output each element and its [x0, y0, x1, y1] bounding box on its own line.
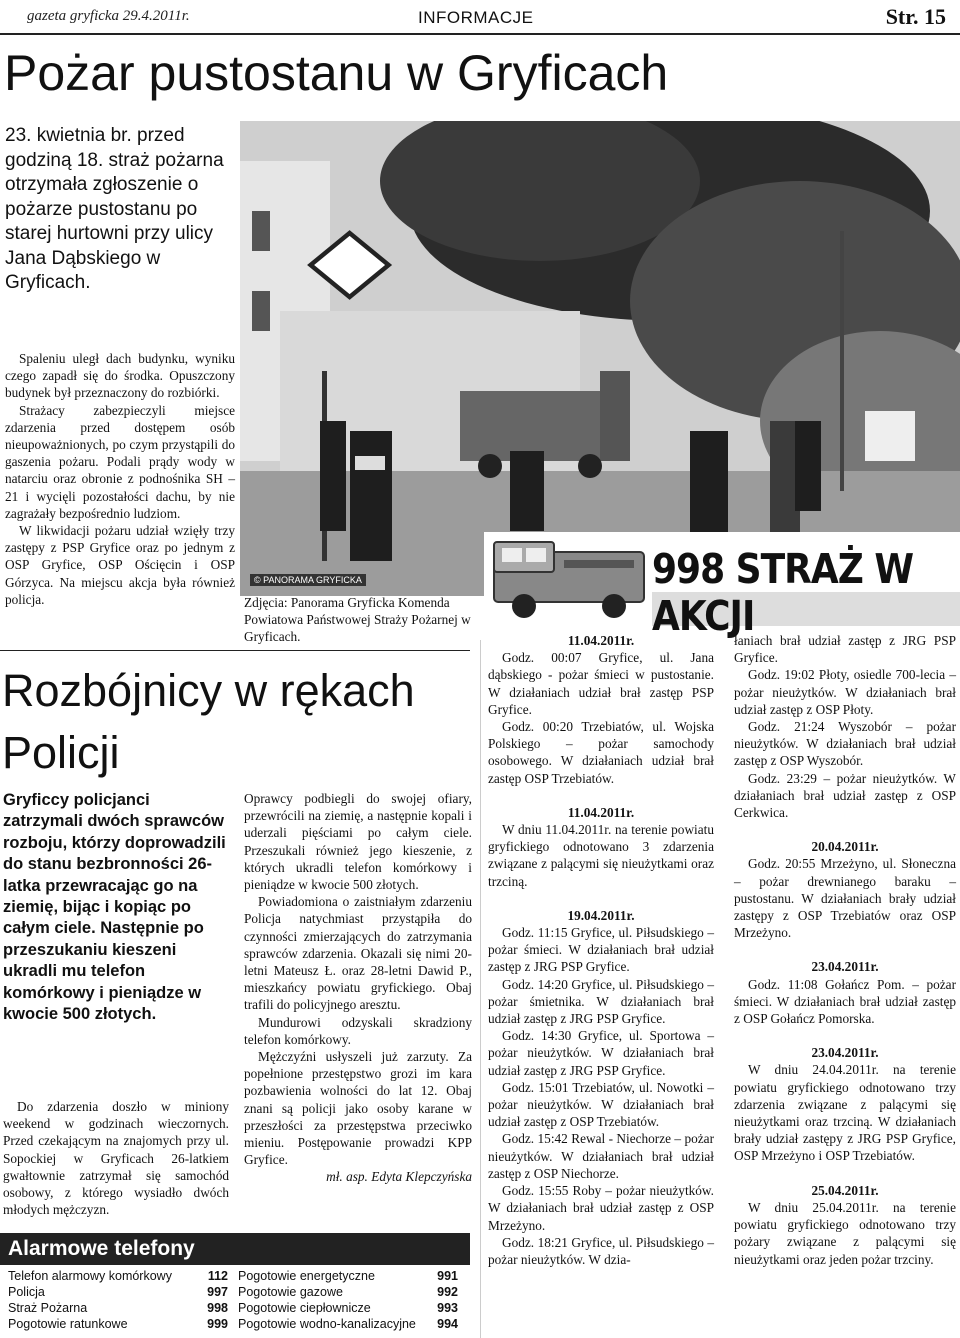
article-robbery-paragraph: Mężczyźni usłyszeli już zarzuty. Za popełnione przestępstwo grozi im kara pozbawienia wolności do lat 12. Obaj znani są policji jako osoby karane w przeszłości za przestępstwa przeciwko mieniu. Postępowanie prowadzi KPP Gryfice. [244, 1049, 472, 1168]
phone-label: Pogotowie ratunkowe [8, 1317, 128, 1331]
emergency-phones-title: Alarmowe telefony [0, 1233, 470, 1265]
article-fire-paragraph: W likwidacji pożaru udział wzięły trzy zastępy z PSP Gryfice oraz po jednym z OSP Gryfice, OSP Ościęcin i OSP Górzyca. Na miejscu akcja była również policja. [5, 523, 235, 607]
phone-row [8, 1284, 228, 1300]
phone-number: 112 [207, 1269, 228, 1283]
fire-service-section-title: 998 STRAŻ W AKCJI [652, 546, 914, 641]
header-divider [0, 33, 960, 35]
phone-label: Pogotowie wodno-kanalizacyjne [238, 1317, 416, 1331]
phone-label: Pogotowie energetyczne [238, 1269, 375, 1283]
section-label: INFORMACJE [418, 8, 534, 27]
log-entry: Godz. 18:21 Gryfice, ul. Piłsudskiego – pożar nieużytków. W dzia- [488, 1234, 714, 1267]
phone-number: 994 [437, 1317, 458, 1331]
phone-number: 997 [207, 1285, 228, 1299]
article-robbery-paragraph: Oprawcy podbiegli do swojej ofiary, przewrócili na ziemię, a następnie kopali i uderzali pięściami po całym ciele. Przeszukali również jego kieszenie, z których ukradli telefon komórkowy i pieniądze w kwocie 500 złotych. [244, 791, 472, 893]
log-entry: Godz. 15:42 Rewal - Niechorze – pożar nieużytków. W działaniach brał udział zastęp z OSP Niechorze. [488, 1131, 714, 1181]
article-robbery-col1 [3, 1098, 229, 1218]
fire-log-col1 [488, 632, 714, 1268]
log-entry: Godz. 23:29 – pożar nieużytków. W działaniach brał udział zastęp z OSP Cerkwica. [734, 770, 956, 821]
log-entry: Godz. 00:20 Trzebiatów, ul. Wojska Polskiego – pożar samochody osobowego. W działaniach udział brał zastęp OSP Trzebiatów. [488, 719, 714, 786]
log-entry: Godz. 11:15 Gryfice, ul. Piłsudskiego – pożar śmieci. W działaniach brał udział zastęp z JRG PSP Gryfice. [488, 925, 714, 975]
phone-number: 992 [437, 1285, 458, 1299]
photo-credit: © PANORAMA GRYFICKA [250, 574, 366, 586]
phone-number: 991 [437, 1269, 458, 1283]
article-fire-paragraph: Spaleniu uległ dach budynku, wyniku czego zapadł się do środka. Opuszczony budynek był przeznaczony do rozbiórki. [5, 351, 235, 401]
phone-number: 998 [207, 1301, 228, 1315]
log-entry: Godz. 15:01 Trzebiatów, ul. Nowotki – pożar nieużytków. W działaniach brał udział zastęp z OSP Trzebiatów. [488, 1079, 714, 1130]
phone-label: Policja [8, 1285, 45, 1299]
phone-row [8, 1300, 228, 1316]
article-robbery-intro: Gryficcy policjanci zatrzymali dwóch sprawców rozboju, którzy doprowadzili do stanu bezbronności 26-latka przewracając go na ziemię, bijąc i kopiąc po całym ciele. Następnie po przeszukaniu kieszeni ukradli mu telefon komórkowy i pieniądze w kwocie 500 złotych. [3, 791, 226, 1024]
column-divider [480, 640, 481, 1338]
log-entry: Godz. 20:55 Mrzeżyno, ul. Słoneczna – pożar drewnianego baraku – pustostanu. W działaniach brały udział zastępy z OSP Trzebiatów oraz OSP Mrzeżyno. [734, 856, 956, 941]
log-entry: łaniach brał udział zastęp z JRG PSP Gryfice. [734, 633, 956, 666]
phone-row [238, 1300, 458, 1316]
log-date: 25.04.2011r. [811, 1182, 879, 1198]
photo-caption: Zdjęcia: Panorama Gryficka Komenda Powiatowa Państwowej Straży Pożarnej w Gryficach. [244, 595, 471, 644]
article-divider [0, 650, 470, 651]
phone-row [8, 1316, 228, 1332]
article-robbery-paragraph: Do zdarzenia doszło w miniony weekend w godzinach wieczornych. Przed czekającym na znajomych przy ul. Sopockiej w Gryficach 26-latkiem gwałtownie zatrzymał się samochód osobowy, z którego wysiadło dwóch młodych mężczyzn. [3, 1099, 229, 1218]
article-robbery-col2 [244, 790, 472, 1186]
article-robbery-paragraph: Mundurowi odzyskali skradziony telefon komórkowy. [244, 1014, 472, 1047]
page-number: Str. 15 [885, 4, 946, 29]
phone-row [238, 1316, 458, 1332]
article-fire-paragraph: Strażacy zabezpieczyli miejsce zdarzenia przed dostępem osób nieupoważnionych, po czym przystąpili do gaszenia pożaru. Podali prądy wody w natarciu oraz obronie z podnośnika SH – 21 i wycięli pozostałości dachu, by nie zagrażały bezpośrednio ludziom. [5, 402, 235, 521]
article-robbery-signature: mł. asp. Edyta Klepczyńska [326, 1169, 472, 1185]
article-fire-body [5, 350, 235, 608]
log-entry: Godz. 15:55 Roby – pożar nieużytków. W działaniach brał udział zastęp z OSP Mrzeżyno. [488, 1183, 714, 1233]
article-fire-lead: 23. kwietnia br. przed godziną 18. straż pożarna otrzymała zgłoszenie o pożarze pustostanu po starej hurtowni przy ulicy Jana Dąbskiego w Gryficach. [5, 125, 224, 293]
fire-scene-illustration [240, 121, 960, 596]
phone-label: Straż Pożarna [8, 1301, 88, 1315]
log-entry: Godz. 11:08 Gołańcz Pom. – pożar śmieci. W działaniach brał udział zastęp z OSP Gołańcz Pomorska. [734, 976, 956, 1027]
log-entry: Godz. 19:02 Płoty, osiedle 700-lecia – pożar nieużytków. W działaniach brał udział zastęp z OSP Płoty. [734, 667, 956, 717]
log-entry: Godz. 00:07 Gryfice, ul. Jana dąbskiego - pożar śmieci w pustostanie. W działaniach udział brał zastęp PSP Gryfice. [488, 650, 714, 717]
article-robbery-title: Rozbójnicy w rękach Policji [2, 665, 415, 778]
fire-log-col2 [734, 632, 956, 1268]
log-date: 23.04.2011r. [811, 959, 879, 975]
phone-number: 999 [207, 1317, 228, 1331]
log-entry: W dniu 11.04.2011r. na terenie powiatu gryfickiego odnotowano 3 zdarzenia związane z palącymi się nieużytkami oraz trzciną. [488, 822, 714, 889]
log-entry: Godz. 21:24 Wyszobór – pożar nieużytków. W działaniach brał udział zastęp z OSP Wyszobór. [734, 719, 956, 769]
phone-row [238, 1268, 458, 1284]
log-entry: Godz. 14:30 Gryfice, ul. Sportowa – pożar nieużytków. W działaniach brał udział zastęp z JRG PSP Gryfice. [488, 1028, 714, 1078]
article-robbery-paragraph: Powiadomiona o zaistniałym zdarzeniu Policja natychmiast przystąpiła do czynności zmierzających do zatrzymania sprawców zdarzenia. Okazali się nimi 20-letni Mateusz Ł. oraz 28-letni Dawid P., mieszkańcy powiatu gryfickiego. Obaj trafili do policyjnego aresztu. [244, 894, 472, 1013]
phone-label: Pogotowie gazowe [238, 1285, 343, 1299]
log-date: 23.04.2011r. [811, 1045, 879, 1061]
fire-photo [240, 121, 960, 596]
log-date: 11.04.2011r. [567, 633, 635, 648]
log-date: 19.04.2011r. [567, 907, 635, 923]
phone-label: Telefon alarmowy komórkowy [8, 1269, 172, 1283]
log-date: 11.04.2011r. [567, 804, 635, 820]
log-entry: Godz. 14:20 Gryfice, ul. Piłsudskiego – pożar śmietnika. W działaniach brał udział zastęp z JRG PSP Gryfice. [488, 976, 714, 1027]
fire-truck-icon [484, 532, 654, 630]
newspaper-name: gazeta gryficka 29.4.2011r. [27, 8, 190, 24]
log-entry: W dniu 25.04.2011r. na terenie powiatu gryfickiego odnotowano trzy pożary związane z palącymi się nieużytkami oraz jeden pożar trzciny. [734, 1199, 956, 1267]
emergency-phones-box [0, 1233, 470, 1337]
phone-row [238, 1284, 458, 1300]
article-fire-title: Pożar pustostanu w Gryficach [4, 45, 669, 101]
log-date: 20.04.2011r. [811, 839, 879, 855]
log-entry: W dniu 24.04.2011r. na terenie powiatu gryfickiego odnotowano trzy zdarzenia związane z palącymi się nieużytkami oraz trzciną. W działaniach brały udział zastępy z JRG PSP Gryfice, OSP Mrzeżyno i OSP Trzebiatów. [734, 1062, 956, 1164]
phone-row [8, 1268, 228, 1284]
phone-number: 993 [437, 1301, 458, 1315]
phone-label: Pogotowie ciepłownicze [238, 1301, 371, 1315]
